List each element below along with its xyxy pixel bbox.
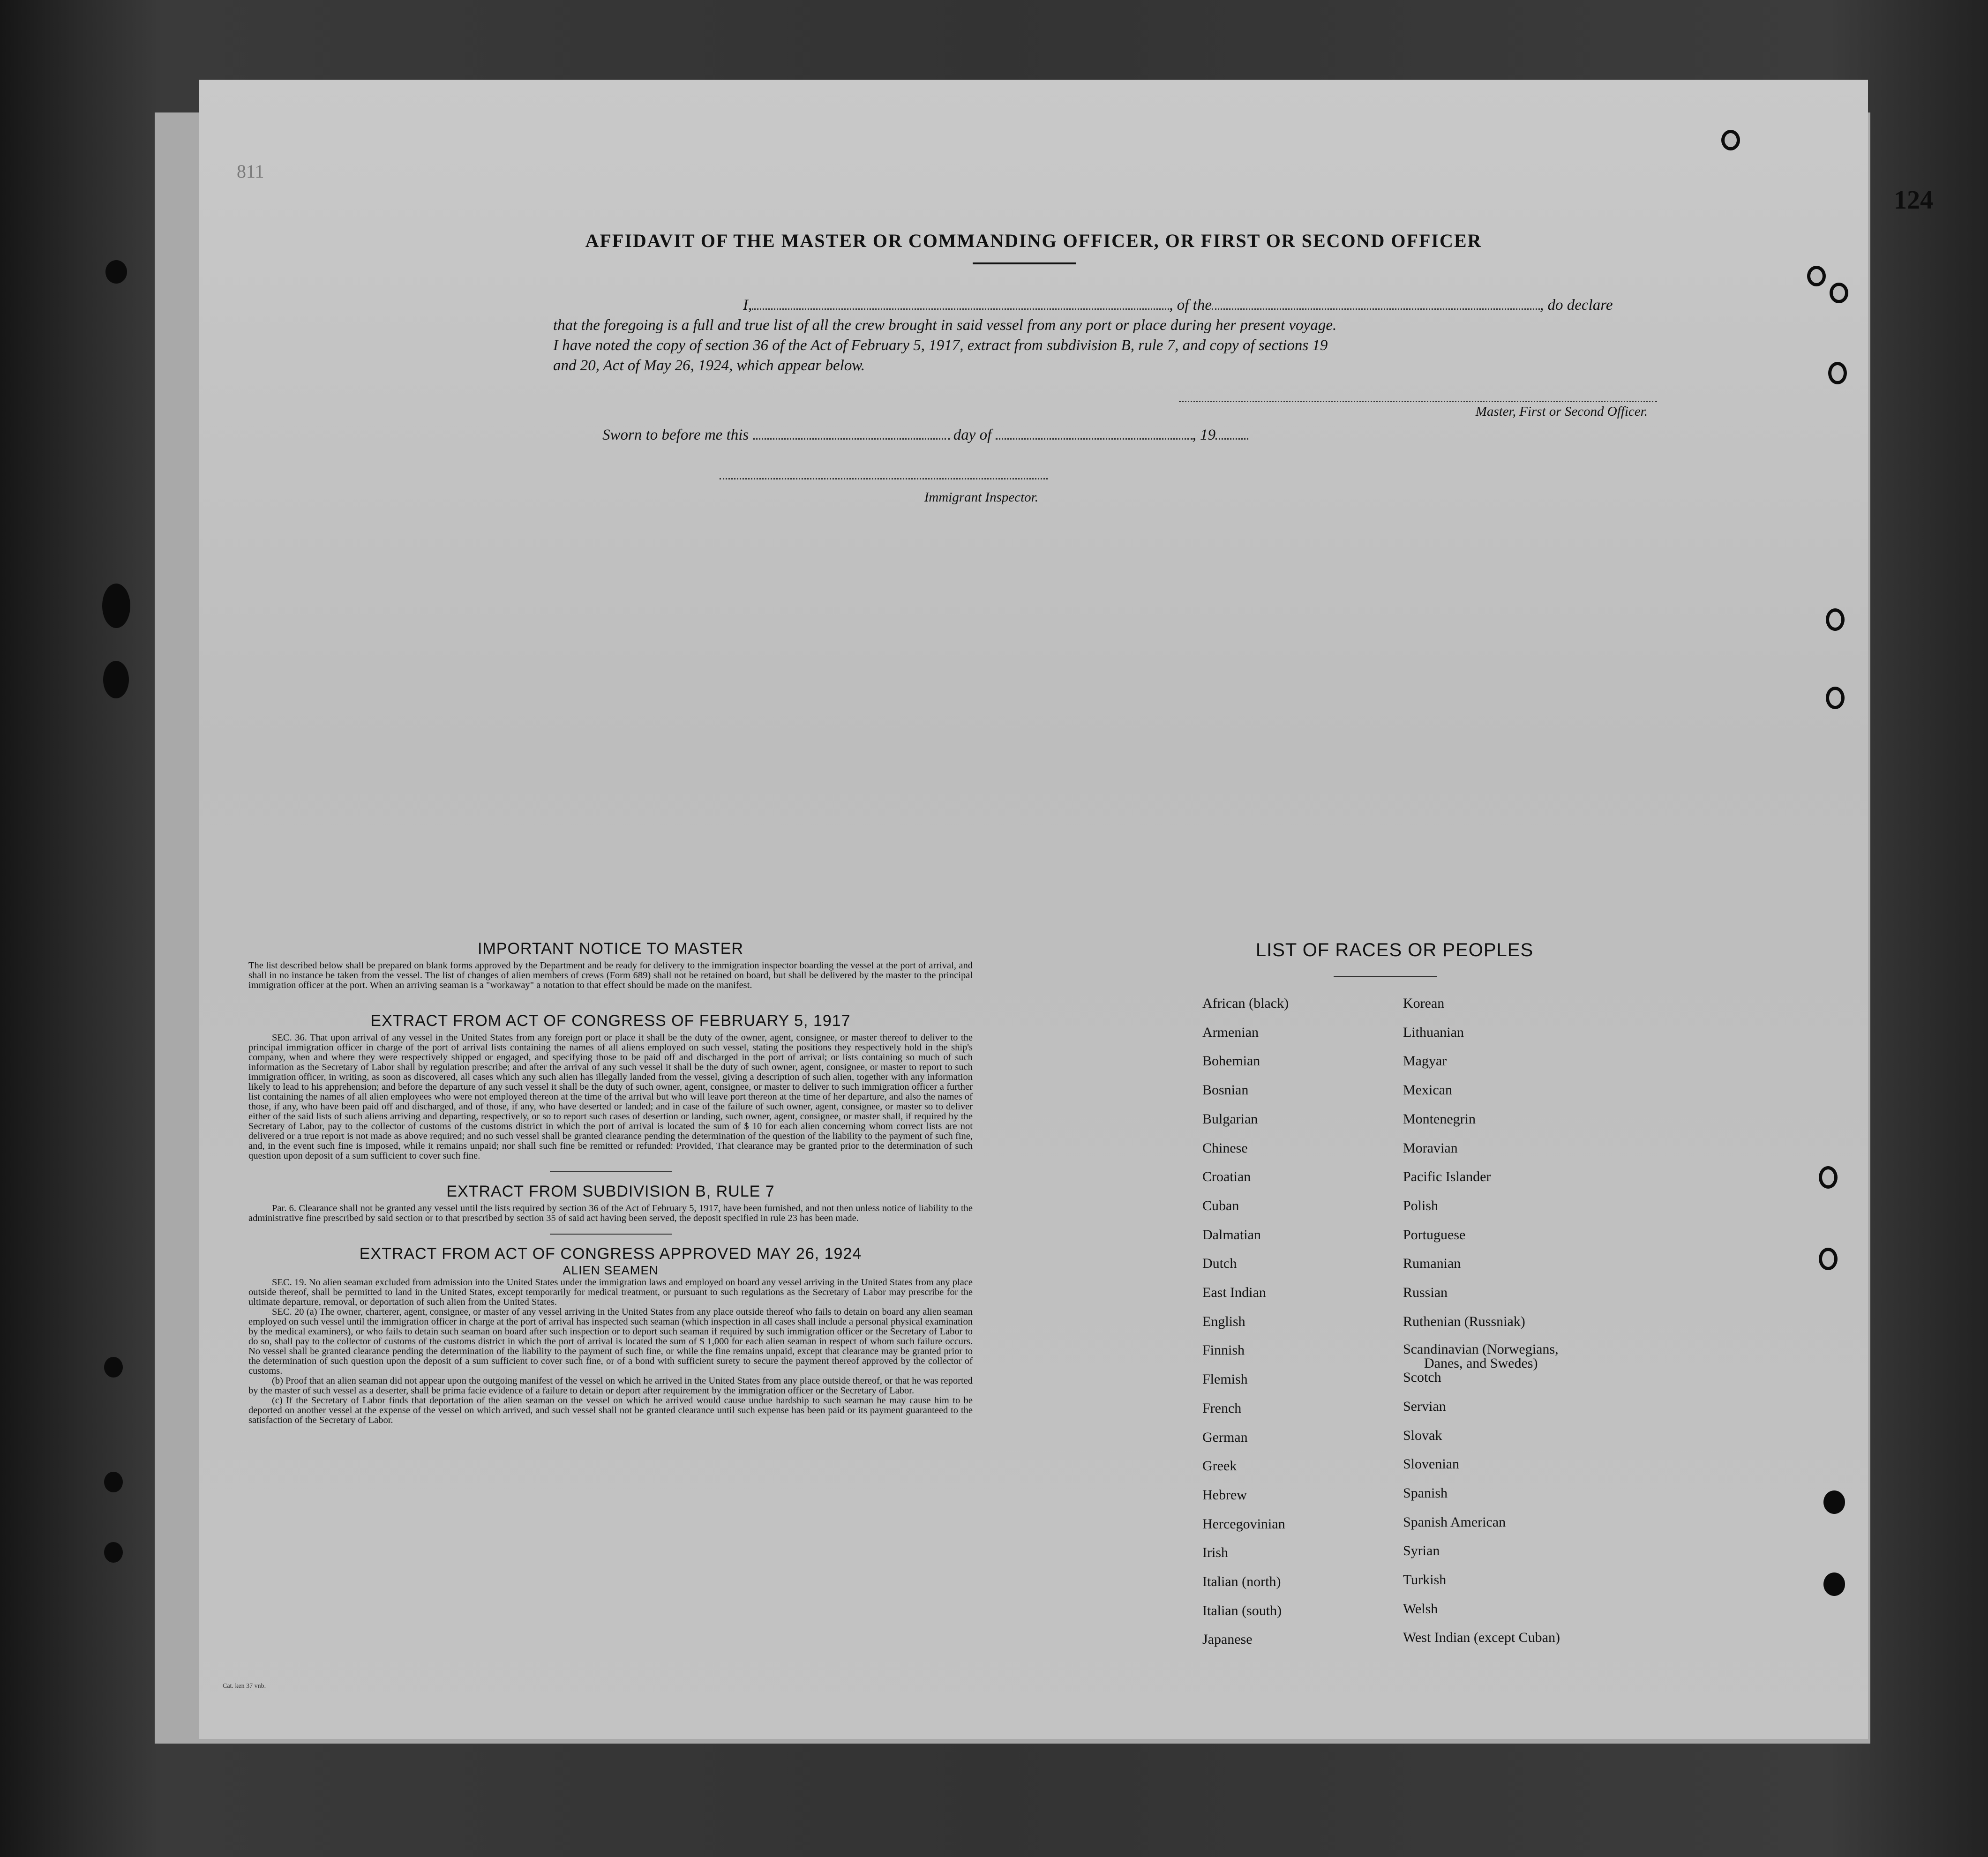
page-number: 124 <box>1894 186 1933 215</box>
race-item: Slovenian <box>1403 1456 1459 1472</box>
race-item: Dutch <box>1202 1256 1237 1272</box>
sworn-label: Sworn to before me this <box>602 427 749 443</box>
binder-hole <box>102 584 130 628</box>
subdivision-b-body: Par. 6. Clearance shall not be granted any vessel until the lists required by section 36 of the Act of February 5, 1917, have been furnished, and not then unless notice of liability to the administrative fine prescribed by said section or to that prescribed by section 35 of said act having been served, the deposit specified in rule 23 has been made. <box>248 1203 973 1223</box>
race-item: Bosnian <box>1202 1082 1249 1098</box>
binder-hole <box>104 1542 123 1563</box>
race-item: Montenegrin <box>1403 1111 1476 1127</box>
race-item: Spanish American <box>1403 1514 1506 1530</box>
sworn-year-blank <box>1215 438 1248 440</box>
race-item: Pacific Islander <box>1403 1169 1491 1185</box>
race-item: Armenian <box>1202 1024 1259 1040</box>
faint-stamp: 811 <box>237 161 264 182</box>
binder-ring <box>1826 687 1845 709</box>
affidavit-page <box>199 80 1868 1739</box>
race-item-continuation: Danes, and Swedes) <box>1424 1355 1538 1371</box>
race-item: Bohemian <box>1202 1053 1260 1069</box>
sworn-month-blank <box>996 438 1193 440</box>
race-item: Turkish <box>1403 1572 1447 1588</box>
race-item: Spanish <box>1403 1485 1448 1501</box>
race-item: Scandinavian (Norwegians, <box>1403 1341 1559 1357</box>
race-item-wrap <box>1403 1336 1560 1371</box>
race-item: Welsh <box>1403 1601 1438 1617</box>
race-item: West Indian (except Cuban) <box>1403 1630 1560 1646</box>
race-item: Flemish <box>1202 1371 1248 1387</box>
sworn-day-label: day of <box>953 427 992 443</box>
name-blank <box>752 308 1169 310</box>
officer-caption: Master, First or Second Officer. <box>1475 404 1648 419</box>
race-item: African (black) <box>1202 996 1289 1011</box>
binder-ring <box>1721 130 1740 150</box>
form-code: Cat. ken 37 vnb. <box>223 1683 266 1690</box>
sworn-year-label: , 19 <box>1192 427 1216 443</box>
race-item: Korean <box>1403 996 1445 1011</box>
race-item: Italian (south) <box>1202 1602 1282 1618</box>
races-title-underline <box>1334 976 1437 977</box>
binder-ring <box>1826 608 1845 631</box>
binder-ring <box>1807 266 1826 286</box>
races-title: LIST OF RACES OR PEOPLES <box>1255 940 1534 960</box>
declaration-line-2: that the foregoing is a full and true list of all the crew brought in said vessel from any port or place during her present voyage. <box>553 317 1337 334</box>
notice-body: The list described below shall be prepared on blank forms approved by the Department and be ready for delivery to the immigration inspector boarding the vessel at the port of arrival, and shall in no instance be taken from the vessel. The list of changes of alien members of crews (Form 689) shall not be retained on board, but shall be delivered by the master to the principal immigration officer at the port. When an arriving seaman is a "workaway" a notation to that effect should be made on the manifest. <box>248 960 973 990</box>
race-item: Scotch <box>1403 1370 1441 1385</box>
race-item: French <box>1202 1400 1242 1416</box>
binder-ring <box>1830 283 1848 303</box>
declaration-i: I, <box>743 297 752 314</box>
race-item: Lithuanian <box>1403 1024 1464 1040</box>
race-item: Polish <box>1403 1198 1439 1213</box>
binder-hole <box>103 661 129 698</box>
legal-column <box>248 940 973 1425</box>
extract-1924-subtitle: ALIEN SEAMEN <box>563 1263 659 1277</box>
extract-1924-title: EXTRACT FROM ACT OF CONGRESS APPROVED MAY 26, 1924 <box>359 1245 862 1263</box>
divider <box>550 1234 672 1235</box>
binder-ring <box>1819 1166 1838 1189</box>
race-item: Greek <box>1202 1458 1237 1474</box>
subdivision-b-title: EXTRACT FROM SUBDIVISION B, RULE 7 <box>446 1183 775 1200</box>
title-underline <box>973 262 1076 264</box>
race-item: Magyar <box>1403 1053 1447 1069</box>
races-list-1 <box>1202 989 1289 1654</box>
affidavit-title: AFFIDAVIT OF THE MASTER OR COMMANDING OFFICER, OR FIRST OR SECOND OFFICER <box>585 230 1482 251</box>
race-item: Cuban <box>1202 1198 1239 1213</box>
officer-signature-line <box>1179 401 1657 402</box>
races-list-2 <box>1403 989 1560 1652</box>
race-item: East Indian <box>1202 1285 1266 1301</box>
declaration-of-the: , of the <box>1169 297 1212 314</box>
race-item: Japanese <box>1202 1632 1253 1647</box>
binder-hole <box>104 1472 123 1492</box>
race-item: Servian <box>1403 1398 1446 1414</box>
declaration-block <box>553 295 1697 376</box>
binder-hole <box>1823 1490 1845 1514</box>
races-column-2 <box>1403 989 1560 1652</box>
binder-ring <box>1828 362 1847 384</box>
notice-title: IMPORTANT NOTICE TO MASTER <box>478 940 743 958</box>
races-column-1 <box>1202 989 1289 1654</box>
inspector-signature-line <box>720 478 1048 479</box>
race-item: Syrian <box>1403 1543 1440 1559</box>
race-item: Portuguese <box>1403 1227 1466 1243</box>
race-item: Chinese <box>1202 1140 1248 1156</box>
sec-20c-body: (c) If the Secretary of Labor finds that deportation of the alien seaman on the vessel on which he arrived would cause undue hardship to such seaman he may cause him to be deported on another vessel at the expense of the vessel on which arrived, and such vessel shall not be granted clearance until such expense has been paid or its payment guaranteed to the satisfaction of the Secretary of Labor. <box>248 1395 973 1425</box>
binder-ring <box>1819 1248 1838 1270</box>
sec-19-body: SEC. 19. No alien seaman excluded from admission into the United States under the immigration laws and employed on board any vessel arriving in the United States from any place outside thereof, shall be permitted to land in the United States, except temporarily for medical treatment, or pursuant to such regulations as the Secretary of Labor may prescribe for the ultimate departure, removal, or deportation of such alien from the United States. <box>248 1277 973 1307</box>
declaration-do-declare: , do declare <box>1539 297 1613 314</box>
declaration-line-4: and 20, Act of May 26, 1924, which appear below. <box>553 357 865 374</box>
race-item: German <box>1202 1429 1248 1445</box>
vessel-blank <box>1212 308 1540 310</box>
binder-hole <box>105 260 127 284</box>
sec-20a-body: SEC. 20 (a) The owner, charterer, agent, consignee, or master of any vessel arriving in the United States from any place outside thereof who fails to detain on board any alien seaman employed on such vessel until the immigration officer in charge at the port of arrival has inspected such seaman (which inspection in all cases shall include a personal physical examination by the medical examiners), or who fails to detain such seaman on board after such inspection or to deport such seaman if required by such immigration officer or the Secretary of Labor to do so, shall pay to the collector of customs of the customs district in which the port of arrival is located the sum of $ 1,000 for each alien seaman in respect of whom such failure occurs. No vessel shall be granted clearance pending the determination of the liability to the payment of such fine, or while the fine remains unpaid, except that clearance may be granted prior to the determination of such question upon the deposit of a sum sufficient to cover such fine, or of a bond with sufficient surety to secure the payment thereof approved by the collector of customs. <box>248 1307 973 1376</box>
sec-20b-body: (b) Proof that an alien seaman did not appear upon the outgoing manifest of the vessel on which he arrived in the United States from any place outside thereof, or that he was reported by the master of such vessel as a deserter, shall be prima facie evidence of a failure to detain or deport after requirement by the immigration officer or the Secretary of Labor. <box>248 1376 973 1396</box>
race-item: Rumanian <box>1403 1256 1461 1272</box>
race-item: English <box>1202 1313 1245 1329</box>
declaration-line-3: I have noted the copy of section 36 of the Act of February 5, 1917, extract from subdivision B, rule 7, and copy of sections 19 <box>553 337 1328 354</box>
race-item: Croatian <box>1202 1169 1251 1185</box>
race-item: Italian (north) <box>1202 1574 1281 1590</box>
race-item: Bulgarian <box>1202 1111 1258 1127</box>
inspector-caption: Immigrant Inspector. <box>924 490 1038 505</box>
sworn-line <box>602 427 1248 444</box>
binder-hole <box>1823 1572 1845 1596</box>
race-item: Hebrew <box>1202 1487 1247 1503</box>
race-item: Moravian <box>1403 1140 1458 1156</box>
race-item: Russian <box>1403 1285 1448 1301</box>
divider <box>550 1171 672 1172</box>
sworn-day-blank <box>753 438 950 440</box>
race-item: Mexican <box>1403 1082 1452 1098</box>
extract-1917-body: SEC. 36. That upon arrival of any vessel in the United States from any foreign port or place it shall be the duty of the owner, agent, consignee, or master thereof to deliver to the principal immigration officer in charge of the port of arrival lists containing the names of all aliens employed on such vessel, stating the positions they respectively hold in the ship's company, when and where they were respectively shipped or engaged, and specifying those to be paid off and discharged in the port of arrival; or lists containing so much of such information as the Secretary of Labor shall by regulation prescribe; and after the arrival of any such vessel it shall be the duty of such owner, agent, consignee, or master to report to such immigration officer, in writing, as soon as discovered, all cases which any such alien has illegally landed from the vessel, giving a description of such alien, together with any information likely to lead to his apprehension; and before the departure of any such vessel it shall be the duty of such owner, agent, consignee, or master to deliver to such immigration officer a further list containing the names of all alien employees who were not employed thereon at the time of the arrival but who will leave port thereon at the time of her departure, and also the names of those, if any, who have been paid off and discharged, and of those, if any, who have deserted or landed; and in case of the failure of such owner, agent, consignee, or master so to deliver either of the said lists of such aliens arriving and departing, respectively, or so to report such cases of desertion or landing, such owner, agent, consignee, or master shall, if required by the Secretary of Labor, pay to the collector of customs of the customs district in which the port of arrival is located the sum of $ 10 for each alien concerning whom correct lists are not delivered or a true report is not made as above required; and no such vessel shall be granted clearance pending the determination of the question of the liability to the payment of such fine, and, in the event such fine is imposed, while it remains unpaid; nor shall such fine be remitted or refunded: Provided, That clearance may be granted prior to the determination of such question upon deposit of a sum sufficient to cover such fine. <box>248 1033 973 1161</box>
binder-hole <box>104 1357 123 1378</box>
race-item: Slovak <box>1403 1427 1442 1443</box>
race-item: Dalmatian <box>1202 1227 1261 1243</box>
race-item: Finnish <box>1202 1342 1245 1358</box>
race-item: Irish <box>1202 1545 1228 1561</box>
race-item: Ruthenian (Russniak) <box>1403 1313 1525 1329</box>
extract-1917-title: EXTRACT FROM ACT OF CONGRESS OF FEBRUARY 5, 1917 <box>370 1012 851 1030</box>
race-item: Hercegovinian <box>1202 1516 1285 1532</box>
